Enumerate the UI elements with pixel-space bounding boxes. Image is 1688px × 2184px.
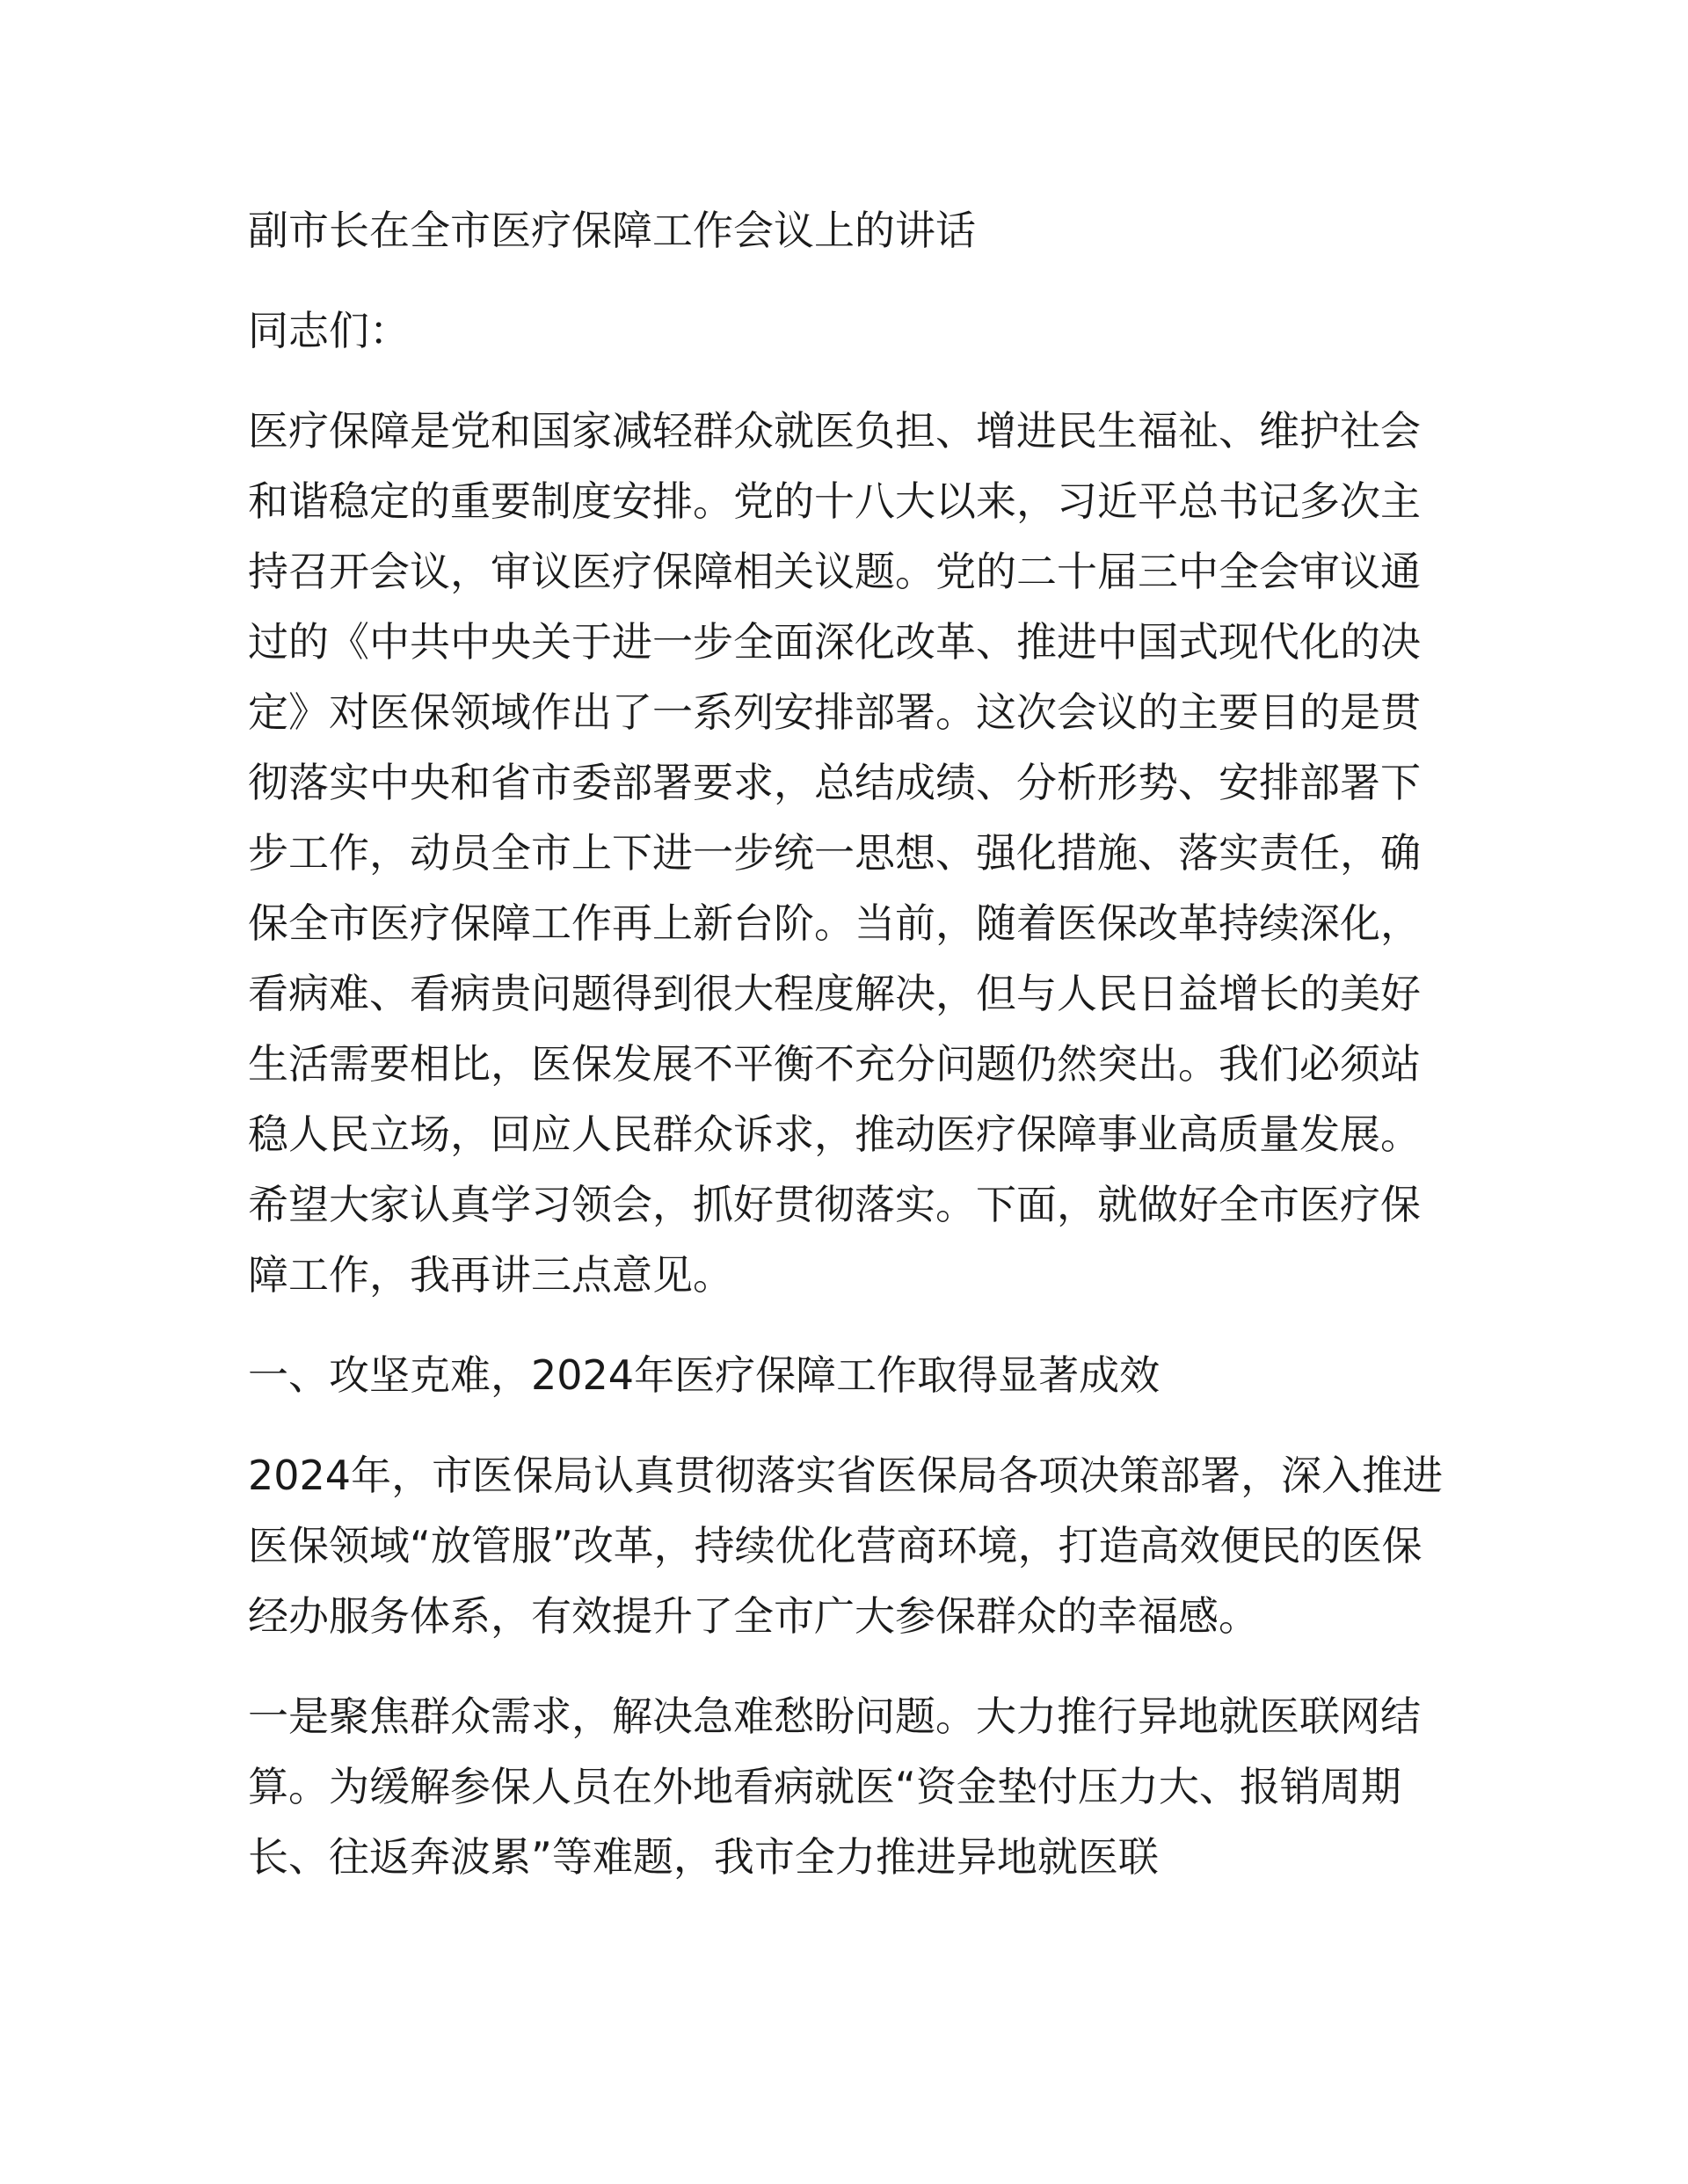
paragraph-point-one: 一是聚焦群众需求，解决急难愁盼问题。大力推行异地就医联网结算。为缓解参保人员在外地看病就医“资金垫付压力大、报销周期长、往返奔波累”等难题，我市全力推进异地就医联 <box>248 1693 1421 1881</box>
paragraph-intro: 医疗保障是党和国家减轻群众就医负担、增进民生福祉、维护社会和谐稳定的重要制度安排。党的十八大以来，习近平总书记多次主持召开会议，审议医疗保障相关议题。党的二十届三中全会审议通过的《中共中央关于进一步全面深化改革、推进中国式现代化的决定》对医保领域作出了一系列安排部署。这次会议的主要目的是贯彻落实中央和省市委部署要求，总结成绩、分析形势、安排部署下步工作，动员全市上下进一步统一思想、强化措施、落实责任，确保全市医疗保障工作再上新台阶。当前，随着医保改革持续深化，看病难、看病贵问题得到很大程度解决，但与人民日益增长的美好生活需要相比，医保发展不平衡不充分问题仍然突出。我们必须站稳人民立场，回应人民群众诉求，推动医疗保障事业高质量发展。希望大家认真学习领会，抓好贯彻落实。下面，就做好全市医疗保障工作，我再讲三点意见。 <box>248 407 1421 1299</box>
section-heading: 一、攻坚克难，2024年医疗保障工作取得显著成效 <box>248 1351 1160 1399</box>
document-title: 副市长在全市医疗保障工作会议上的讲话 <box>248 207 976 254</box>
paragraph-summary: 2024年，市医保局认真贯彻落实省医保局各项决策部署，深入推进医保领域“放管服”改革，持续优化营商环境，打造高效便民的医保经办服务体系，有效提升了全市广大参保群众的幸福感。 <box>248 1452 1444 1640</box>
greeting: 同志们： <box>248 307 410 354</box>
document-body <box>248 195 1444 1922</box>
